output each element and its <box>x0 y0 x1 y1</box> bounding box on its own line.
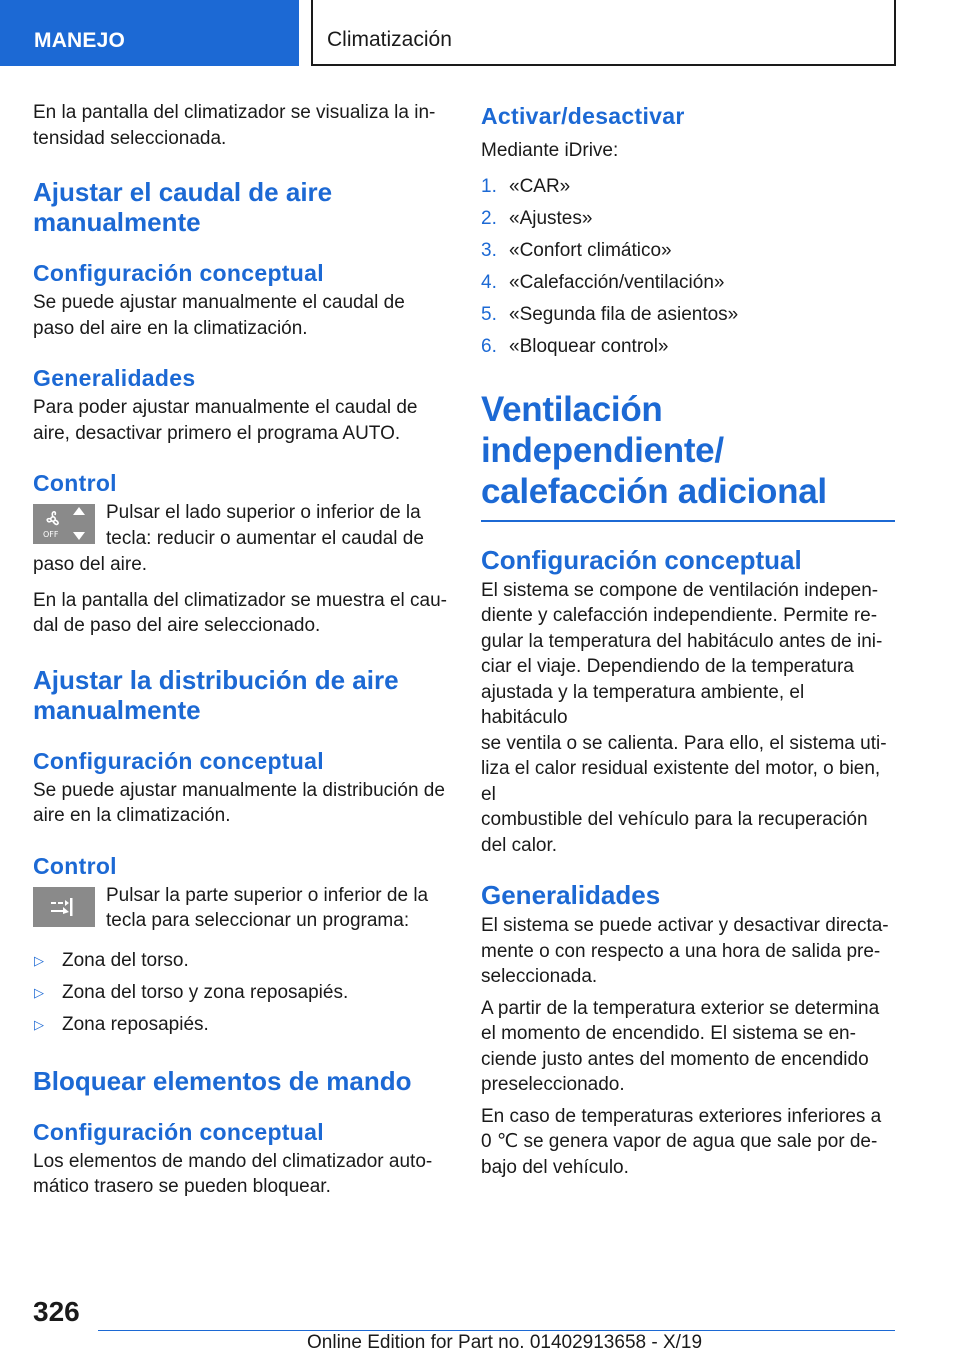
left-column <box>33 100 447 1200</box>
distribution-program-list <box>33 945 447 1041</box>
title-underline <box>481 520 895 522</box>
distribution-control-title: Control <box>33 852 117 879</box>
distribution-concept-title: Configuración conceptual <box>33 747 324 774</box>
airflow-control-block <box>33 500 447 552</box>
distribution-control-text: Pulsar la parte superior o inferior de la tecla para seleccionar un programa: <box>106 884 429 931</box>
off-label: OFF <box>43 530 59 539</box>
air-distribution-key-icon <box>33 887 95 927</box>
auxiliary-concept-title: Configuración conceptual <box>481 544 802 575</box>
airflow-general-title: Generalidades <box>33 365 196 391</box>
distribution-section-title: Ajustar la distribución de aire manualmente <box>33 664 399 725</box>
list-item: 1. «CAR» <box>481 175 571 197</box>
list-item: 6. «Bloquear control» <box>481 335 669 357</box>
auxiliary-general-title: Generalidades <box>481 880 661 910</box>
airflow-section-title: Ajustar el caudal de aire manualmente <box>33 177 333 237</box>
airflow-control-title: Control <box>33 470 117 496</box>
auxiliary-general-p3: En caso de temperaturas exteriores inferiores a 0 ℃ se genera vapor de agua que sale por de- bajo del vehículo. <box>481 1105 882 1178</box>
auxiliary-general-p2: A partir de la temperatura exterior se determina el momento de encendido. El sistema se en- ciende justo antes del momento de encendido preseleccionado. <box>481 997 880 1095</box>
triangle-bullet-icon: ▷ <box>34 984 44 1000</box>
list-item: 5. «Segunda fila de asientos» <box>481 303 739 325</box>
list-item: ▷ Zona reposapiés. <box>33 1009 447 1041</box>
airflow-after-paragraph: En la pantalla del climatizador se muestra el cau- dal de paso del aire seleccionado. <box>33 589 447 636</box>
airflow-concept-text: Se puede ajustar manualmente el caudal de paso del aire en la climatización. <box>33 292 405 339</box>
distribution-control-block <box>33 883 447 935</box>
section-label: MANEJO <box>34 29 126 52</box>
list-item: 4. «Calefacción/ventilación» <box>481 271 725 293</box>
triangle-bullet-icon: ▷ <box>34 1016 44 1032</box>
list-item: ▷ Zona del torso. <box>33 945 447 977</box>
idrive-steps-list <box>481 171 895 363</box>
list-item: ▷ Zona del torso y zona reposapiés. <box>33 977 447 1009</box>
airflow-control-text-continued: paso del aire. <box>33 554 148 575</box>
chapter-tab <box>311 0 896 66</box>
lock-section-title: Bloquear elementos de mando <box>33 1065 412 1096</box>
page-number: 326 <box>33 1296 80 1327</box>
chapter-label: Climatización <box>327 28 452 51</box>
section-tab <box>0 0 299 66</box>
footer-edition: Online Edition for Part no. 01402913658 - X/19 <box>307 1332 703 1353</box>
airflow-general-text: Para poder ajustar manualmente el caudal de aire, desactivar primero el programa AUTO. <box>33 397 418 444</box>
intro-paragraph: En la pantalla del climatizador se visualiza la in- tensidad seleccionada. <box>33 102 436 149</box>
airflow-control-text: Pulsar el lado superior o inferior de la tecla: reducir o aumentar el caudal de <box>106 502 424 549</box>
lock-concept-text: Los elementos de mando del climatizador auto- mático trasero se pueden bloquear. <box>33 1150 433 1197</box>
triangle-bullet-icon: ▷ <box>34 952 44 968</box>
activate-title: Activar/desactivar <box>481 103 685 129</box>
distribution-concept-text: Se puede ajustar manualmente la distribución de aire en la climatización. <box>33 779 445 826</box>
list-item: 2. «Ajustes» <box>481 207 593 229</box>
auxiliary-heating-title: Ventilación independiente/ calefacción adicional <box>481 389 827 511</box>
auxiliary-general-p1: El sistema se puede activar y desactivar directa- mente o con respecto a una hora de salida pre- seleccionada. <box>481 915 889 987</box>
footer-rule <box>98 1330 895 1331</box>
lock-concept-title: Configuración conceptual <box>33 1118 324 1145</box>
activate-intro: Mediante iDrive: <box>481 140 619 161</box>
airflow-concept-title: Configuración conceptual <box>33 260 324 286</box>
list-item: 3. «Confort climático» <box>481 239 672 261</box>
right-column <box>481 100 895 1180</box>
auxiliary-concept-text: El sistema se compone de ventilación indepen- diente y calefacción independiente. Permite re- gular la temperatura del habitáculo antes de ini- ciar el viaje. Dependiendo de la temperatura ajustada y la temperatura ambiente, el habitáculo se ventila o se calienta. Para ello, el sistema uti- liza el calor residual existente del motor, o bien, el combustible del vehículo para la recuperación del calor. <box>481 579 887 856</box>
fan-speed-key-icon <box>33 504 95 544</box>
